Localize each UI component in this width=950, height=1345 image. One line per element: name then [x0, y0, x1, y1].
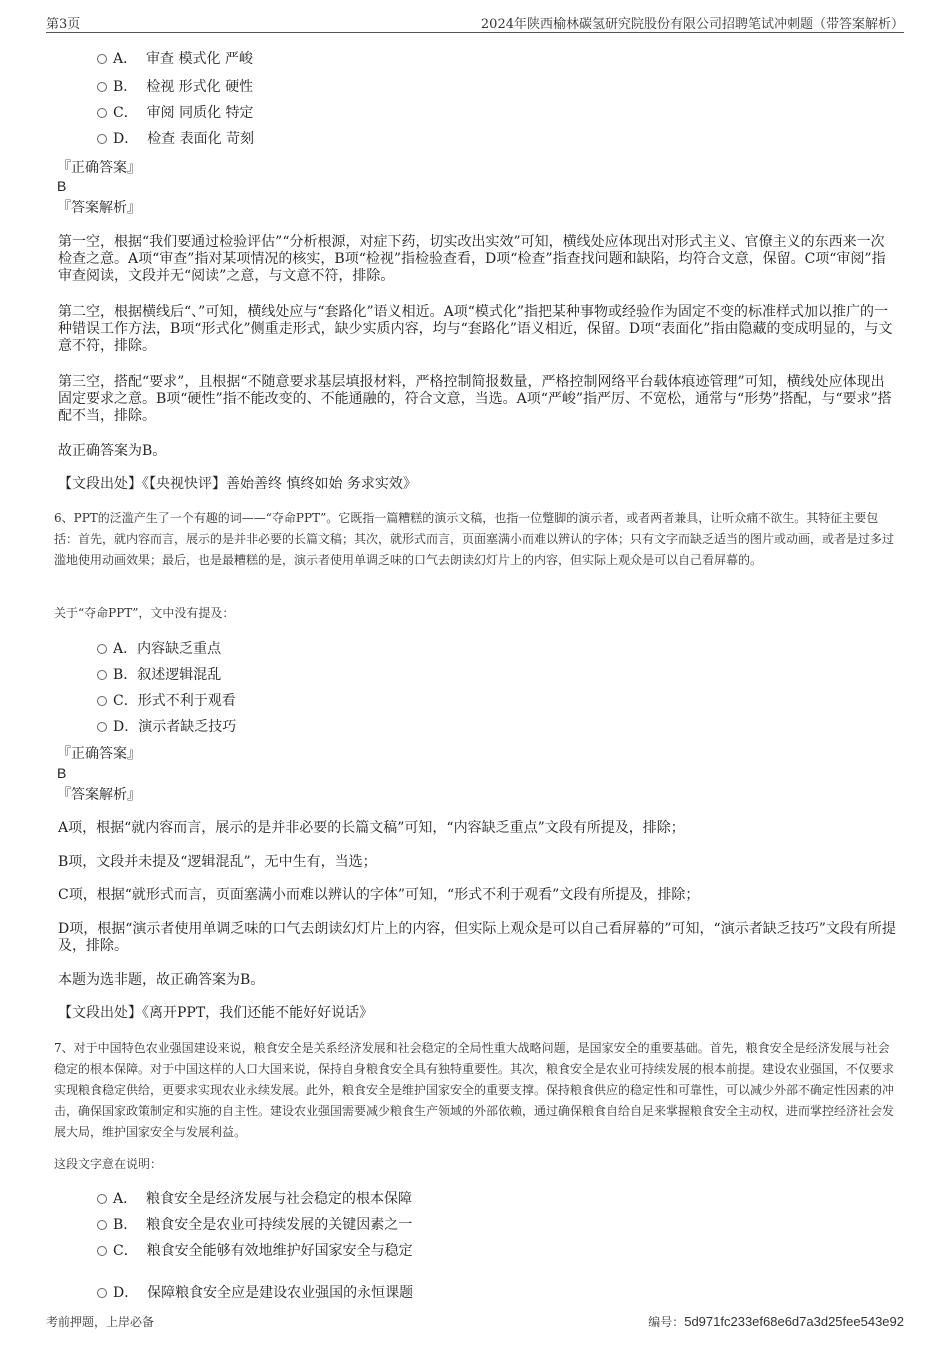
q5-option-b[interactable]: [97, 78, 253, 96]
q7-option-a[interactable]: [97, 1190, 412, 1208]
q6-option-a[interactable]: [97, 640, 221, 658]
radio-icon[interactable]: [97, 644, 107, 654]
q7-option-d[interactable]: [97, 1284, 413, 1302]
q6-analysis-c: C项，根据“就形式而言，页面塞满小而难以辨认的字体”可知，“形式不利于观看”文段有所提及，排除；: [58, 887, 700, 903]
option-label: D．: [113, 719, 139, 735]
radio-icon[interactable]: [97, 696, 107, 706]
page-number: 第3页: [46, 17, 81, 32]
q6-answer-heading: 『正确答案』: [57, 746, 141, 762]
option-label: A．: [113, 51, 138, 67]
option-text: 保障粮食安全应是建设农业强国的永恒课题: [147, 1285, 414, 1301]
page-header: [46, 10, 904, 33]
q6-analysis-a: A项，根据“就内容而言，展示的是并非必要的长篇文稿”可知，“内容缺乏重点”文段有所提及，排除；: [58, 820, 685, 836]
footer-motto: 考前押题，上岸必备: [46, 1315, 155, 1329]
code-value: 5d971fc233ef68e6d7a3d25fee543e92: [684, 1314, 904, 1329]
option-text: 内容缺乏重点: [137, 641, 222, 657]
q5-answer: B: [57, 178, 67, 194]
q5-option-a[interactable]: [97, 50, 253, 68]
radio-icon[interactable]: [97, 1288, 107, 1298]
radio-icon[interactable]: [97, 1246, 107, 1256]
q5-analysis-para-2: 第二空，根据横线后“、”可知，横线处应与“套路化”语义相近。A项“模式化”指把某种事物或经验作为固定不变的标准样式加以推广的一种错误工作方法，B项“形式化”侧重走形式，缺少实质内容，均与“套路化”语义相近，保留。D项“表面化”指由隐藏的变成明显的，与文意不符，排除。: [58, 304, 893, 354]
q6-option-d[interactable]: [97, 718, 236, 736]
option-label: A．: [113, 641, 138, 657]
option-text: 演示者缺乏技巧: [138, 719, 237, 735]
q5-source: 【文段出处】《【央视快评】善始善终 慎终如始 务求实效》: [58, 476, 417, 492]
option-label: C．: [113, 105, 138, 121]
radio-icon[interactable]: [97, 108, 107, 118]
q6-prompt: 关于“夺命PPT”，文中没有提及：: [54, 606, 235, 620]
option-label: B．: [113, 1217, 138, 1233]
option-label: C．: [113, 693, 138, 709]
q7-option-c[interactable]: [97, 1242, 413, 1260]
radio-icon[interactable]: [97, 54, 107, 64]
radio-icon[interactable]: [97, 1220, 107, 1230]
option-text: 审阅 同质化 特定: [146, 105, 254, 121]
document-title: 2024年陕西榆林碳氢研究院股份有限公司招聘笔试冲刺题（带答案解析）: [480, 17, 904, 32]
q6-stem: 6、PPT的泛滥产生了一个有趣的词——“夺命PPT”。它既指一篇糟糕的演示文稿，也指一位蹩脚的演示者，或者两者兼具，让听众痛不欲生。其特征主要包括：首先，就内容而言，展示的是并非必要的长篇文稿；其次，就形式而言，页面塞满小而难以辨认的字体；只有文字而缺乏适当的图片或动画，或者是过多过滥地使用动画效果；最后，也是最糟糕的是，演示者使用单调乏味的口气去朗读幻灯片上的内容，但实际上观众是可以自己看屏幕的。: [54, 511, 895, 567]
radio-icon[interactable]: [97, 670, 107, 680]
radio-icon[interactable]: [97, 1194, 107, 1204]
q5-option-c[interactable]: [97, 104, 254, 122]
option-label: D．: [113, 1285, 139, 1301]
q5-analysis-para-1: 第一空，根据“我们要通过检验评估”“分析根源，对症下药，切实改出实效”可知，横线处应体现出对形式主义、官僚主义的东西来一次检查之意。A项“审查”指对某项情况的核实，B项“检视”指检验查看，D项“检查”指查找问题和缺陷，均符合文意，保留。C项“审阅”指审查阅读，文段并无“阅读”之意，与文意不符，排除。: [58, 234, 886, 284]
option-text: 检视 形式化 硬性: [146, 79, 254, 95]
option-text: 粮食安全是经济发展与社会稳定的根本保障: [146, 1191, 413, 1207]
radio-icon[interactable]: [97, 82, 107, 92]
q7-prompt: 这段文字意在说明：: [54, 1157, 163, 1171]
q5-option-d[interactable]: [97, 130, 254, 148]
q6-analysis-b: B项，文段并未提及“逻辑混乱”，无中生有，当选；: [58, 854, 377, 870]
option-text: 粮食安全是农业可持续发展的关键因素之一: [146, 1217, 413, 1233]
option-label: B．: [113, 667, 138, 683]
q6-analysis-d: D项，根据“演示者使用单调乏味的口气去朗读幻灯片上的内容，但实际上观众是可以自己看屏幕的”可知，“演示者缺乏技巧”文段有所提及，排除。: [58, 921, 896, 954]
radio-icon[interactable]: [97, 134, 107, 144]
option-label: B．: [113, 79, 138, 95]
option-text: 形式不利于观看: [137, 693, 236, 709]
document-code: [648, 1313, 904, 1330]
option-label: D．: [113, 131, 139, 147]
q7-option-b[interactable]: [97, 1216, 412, 1234]
q6-analysis-heading: 『答案解析』: [57, 787, 141, 803]
option-label: A．: [113, 1191, 138, 1207]
q6-conclusion: 本题为选非题，故正确答案为B。: [58, 972, 265, 988]
code-label: 编号：: [648, 1315, 685, 1329]
option-text: 叙述逻辑混乱: [137, 667, 222, 683]
q5-analysis-heading: 『答案解析』: [57, 200, 141, 216]
q7-stem: 7、对于中国特色农业强国建设来说，粮食安全是关系经济发展和社会稳定的全局性重大战略问题，是国家安全的重要基础。首先，粮食安全是经济发展与社会稳定的根本保障。对于中国这样的人口大国来说，保持自身粮食安全具有独特重要性。其次，粮食安全是农业可持续发展的根本前提。建设农业强国，不仅要求实现粮食稳定供给，更要求实现农业永续发展。此外，粮食安全是维护国家安全的重要支撑。保持粮食供应的稳定性和可靠性，可以减少外部不确定性因素的冲击，确保国家政策制定和实施的自主性。建设农业强国需要减少粮食生产领域的外部依赖，通过确保粮食自给自足来掌握粮食安全主动权，进而掌控经济社会发展大局，维护国家安全与发展利益。: [54, 1041, 895, 1139]
q5-answer-heading: 『正确答案』: [57, 160, 141, 176]
q6-option-c[interactable]: [97, 692, 236, 710]
option-text: 审查 模式化 严峻: [146, 51, 253, 67]
option-text: 粮食安全能够有效地维护好国家安全与稳定: [146, 1243, 413, 1259]
q5-conclusion: 故正确答案为B。: [58, 443, 167, 459]
option-text: 检查 表面化 苛刻: [147, 131, 255, 147]
q6-source: 【文段出处】《离开PPT，我们还能不能好好说话》: [58, 1005, 374, 1021]
radio-icon[interactable]: [97, 722, 107, 732]
q6-answer: B: [57, 765, 67, 781]
q5-analysis-para-3: 第三空，搭配“要求”，且根据“不随意要求基层填报材料，严格控制简报数量，严格控制网络平台载体痕迹管理”可知，横线处应体现出固定要求之意。B项“硬性”指不能改变的、不能通融的，符合文意，当选。A项“严峻”指严厉、不宽松，通常与“形势”搭配，与“要求”搭配不当，排除。: [58, 374, 892, 424]
q6-option-b[interactable]: [97, 666, 221, 684]
option-label: C．: [113, 1243, 138, 1259]
